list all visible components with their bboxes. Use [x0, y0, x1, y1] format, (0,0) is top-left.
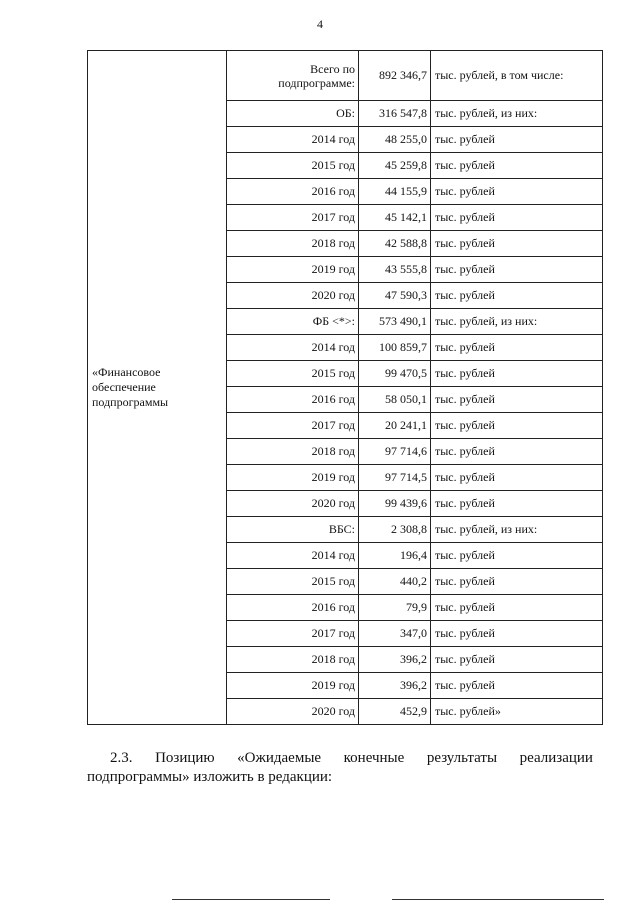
source-year-cell: ОБ: — [227, 101, 359, 127]
footer-rule — [172, 899, 330, 900]
amount-cell: 48 255,0 — [359, 127, 431, 153]
source-year-cell: 2016 год — [227, 387, 359, 413]
unit-cell: тыс. рублей — [431, 283, 603, 309]
unit-cell: тыс. рублей — [431, 335, 603, 361]
paragraph-word: результаты — [426, 750, 498, 766]
paragraph-2-3 — [87, 749, 593, 787]
amount-cell: 20 241,1 — [359, 413, 431, 439]
amount-cell: 100 859,7 — [359, 335, 431, 361]
amount-cell: 45 259,8 — [359, 153, 431, 179]
source-name-line: Всего по — [310, 61, 355, 76]
source-year-cell: 2015 год — [227, 569, 359, 595]
source-year-cell: ФБ <*>: — [227, 309, 359, 335]
source-year-cell: 2016 год — [227, 179, 359, 205]
amount-cell: 44 155,9 — [359, 179, 431, 205]
source-year-cell — [227, 51, 359, 101]
source-year-cell: 2014 год — [227, 335, 359, 361]
amount-cell: 196,4 — [359, 543, 431, 569]
unit-cell: тыс. рублей — [431, 647, 603, 673]
source-name-line: подпрограмме: — [278, 75, 355, 90]
unit-cell: тыс. рублей — [431, 179, 603, 205]
source-year-cell: 2015 год — [227, 153, 359, 179]
unit-cell: тыс. рублей — [431, 361, 603, 387]
source-year-cell: 2018 год — [227, 439, 359, 465]
unit-cell: тыс. рублей — [431, 387, 603, 413]
source-year-cell: 2019 год — [227, 673, 359, 699]
amount-cell: 97 714,6 — [359, 439, 431, 465]
paragraph-number: 2.3. — [110, 750, 133, 766]
amount-cell: 99 439,6 — [359, 491, 431, 517]
source-year-cell: 2018 год — [227, 647, 359, 673]
source-year-cell: 2014 год — [227, 127, 359, 153]
unit-cell: тыс. рублей — [431, 231, 603, 257]
unit-cell: тыс. рублей — [431, 413, 603, 439]
amount-cell: 42 588,8 — [359, 231, 431, 257]
source-year-cell: 2016 год — [227, 595, 359, 621]
paragraph-line-2: подпрограммы» изложить в редакции: — [87, 769, 333, 785]
amount-cell: 99 470,5 — [359, 361, 431, 387]
amount-cell: 45 142,1 — [359, 205, 431, 231]
source-year-cell: 2018 год — [227, 231, 359, 257]
paragraph-word: конечные — [343, 750, 405, 766]
unit-cell: тыс. рублей, из них: — [431, 309, 603, 335]
amount-cell: 892 346,7 — [359, 51, 431, 101]
financing-table — [87, 50, 603, 725]
section-label-line: подпрограммы — [92, 395, 169, 409]
unit-cell: тыс. рублей, в том числе: — [431, 51, 603, 101]
amount-cell: 573 490,1 — [359, 309, 431, 335]
unit-cell: тыс. рублей — [431, 491, 603, 517]
unit-cell: тыс. рублей — [431, 205, 603, 231]
amount-cell: 2 308,8 — [359, 517, 431, 543]
section-label-cell — [88, 51, 227, 725]
unit-cell: тыс. рублей — [431, 153, 603, 179]
unit-cell: тыс. рублей — [431, 673, 603, 699]
source-year-cell: 2020 год — [227, 491, 359, 517]
unit-cell: тыс. рублей — [431, 543, 603, 569]
paragraph-line-1 — [87, 749, 593, 768]
amount-cell: 58 050,1 — [359, 387, 431, 413]
footer-rule — [392, 899, 604, 900]
section-label-line: «Финансовое — [92, 365, 161, 379]
source-year-cell: 2020 год — [227, 283, 359, 309]
paragraph-word: реализации — [519, 750, 593, 766]
table-row — [88, 51, 603, 101]
source-year-cell: 2014 год — [227, 543, 359, 569]
unit-cell: тыс. рублей — [431, 257, 603, 283]
amount-cell: 347,0 — [359, 621, 431, 647]
section-label-line: обеспечение — [92, 380, 156, 394]
amount-cell: 79,9 — [359, 595, 431, 621]
source-year-cell: ВБС: — [227, 517, 359, 543]
paragraph-word: Позицию — [155, 750, 215, 766]
unit-cell: тыс. рублей — [431, 127, 603, 153]
amount-cell: 47 590,3 — [359, 283, 431, 309]
source-year-cell: 2020 год — [227, 699, 359, 725]
amount-cell: 396,2 — [359, 647, 431, 673]
unit-cell: тыс. рублей — [431, 465, 603, 491]
financing-table-body — [88, 51, 603, 725]
amount-cell: 316 547,8 — [359, 101, 431, 127]
unit-cell: тыс. рублей — [431, 439, 603, 465]
unit-cell: тыс. рублей» — [431, 699, 603, 725]
amount-cell: 97 714,5 — [359, 465, 431, 491]
amount-cell: 396,2 — [359, 673, 431, 699]
unit-cell: тыс. рублей — [431, 595, 603, 621]
amount-cell: 43 555,8 — [359, 257, 431, 283]
unit-cell: тыс. рублей, из них: — [431, 517, 603, 543]
amount-cell: 452,9 — [359, 699, 431, 725]
source-year-cell: 2019 год — [227, 465, 359, 491]
page-number: 4 — [317, 17, 323, 31]
amount-cell: 440,2 — [359, 569, 431, 595]
source-year-cell: 2019 год — [227, 257, 359, 283]
source-year-cell: 2015 год — [227, 361, 359, 387]
unit-cell: тыс. рублей — [431, 569, 603, 595]
source-year-cell: 2017 год — [227, 413, 359, 439]
paragraph-word: «Ожидаемые — [237, 750, 322, 766]
unit-cell: тыс. рублей, из них: — [431, 101, 603, 127]
source-year-cell: 2017 год — [227, 621, 359, 647]
unit-cell: тыс. рублей — [431, 621, 603, 647]
source-year-cell: 2017 год — [227, 205, 359, 231]
